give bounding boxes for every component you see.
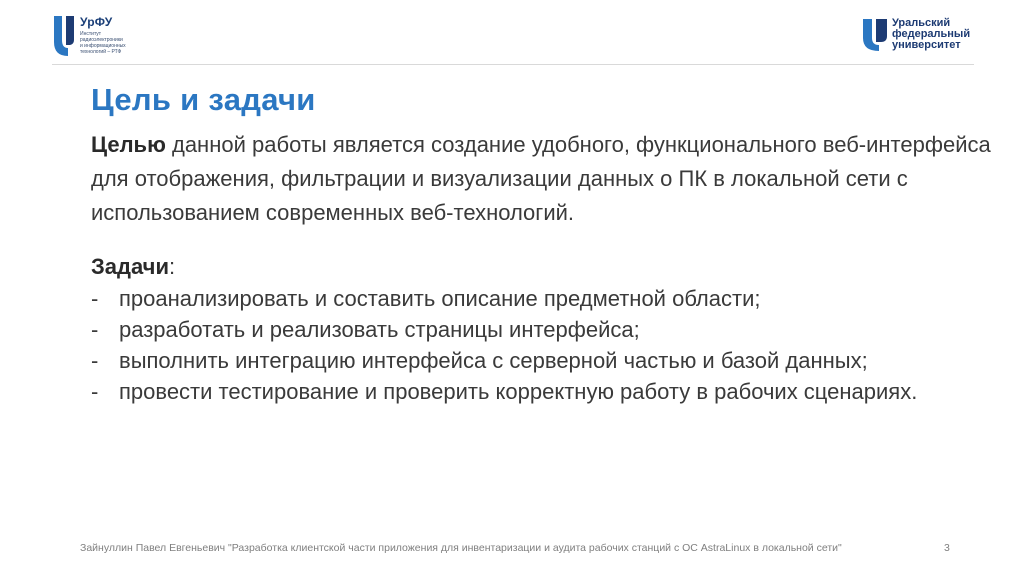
footer-text: Зайнуллин Павел Евгеньевич "Разработка клиентской части приложения для инвентаризации и аудита рабочих станций с ОС AstraLinux в локальной сети" [80,542,842,554]
dash-bullet: - [91,286,99,311]
task-item [91,345,1011,376]
urfu-u-logo-icon [52,14,76,58]
task-text: разработать и реализовать страницы интерфейса; [119,317,640,342]
urfu-logo [862,18,972,52]
task-text: провести тестирование и проверить корректную работу в рабочих сценариях. [119,379,918,404]
task-text: проанализировать и составить описание предметной области; [119,286,761,311]
goal-paragraph [91,128,1011,230]
task-item [91,283,1011,314]
goal-bold-word: Целью [91,132,166,157]
tasks-list [91,283,1011,407]
right-logo-line: Уральский [892,17,951,29]
tasks-heading-label: Задачи [91,254,169,279]
task-item [91,376,1011,407]
header-divider [52,64,974,65]
left-logo-name: УрФУ [80,15,113,29]
goal-text: данной работы является создание удобного, функционального веб-интерфейса для отображения, фильтрации и визуализации данных о ПК в локальной сети с использованием современных веб-технологий. [91,132,991,225]
dash-bullet: - [91,348,99,373]
slide-title: Цель и задачи [91,82,316,117]
right-logo-text [892,18,970,51]
tasks-heading-colon: : [168,254,176,279]
right-logo-line: федеральный [892,28,971,40]
page-number: 3 [944,542,950,554]
right-logo-line: университет [892,39,961,51]
task-item [91,314,1011,345]
urfu-irit-logo [52,14,152,58]
dash-bullet: - [91,317,99,342]
left-logo-subtitle: Институт радиоэлектроники и информационных технологий – РТФ [80,31,126,55]
tasks-heading [91,250,175,284]
dash-bullet: - [91,379,99,404]
task-text: выполнить интеграцию интерфейса с серверной частью и базой данных; [119,348,868,373]
urfu-u-logo-icon [862,18,888,52]
